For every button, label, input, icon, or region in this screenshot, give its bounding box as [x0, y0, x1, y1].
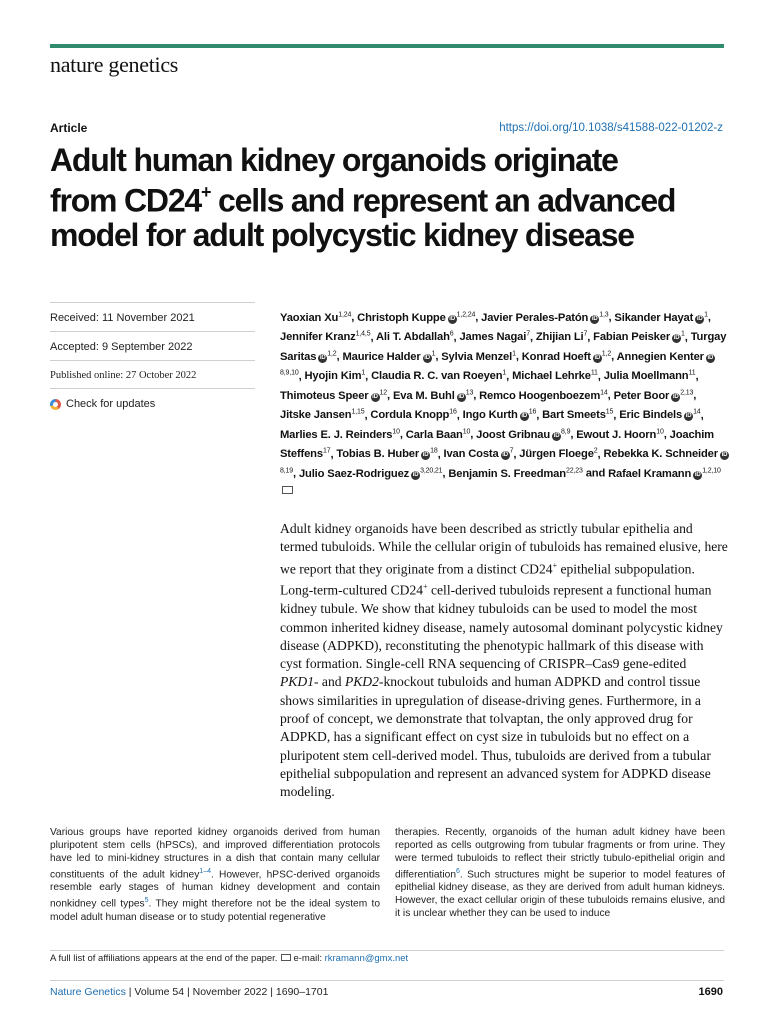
abstract-text-3: cell-derived tubuloids represent a functional human kidney tubule. We show that kidney tubuloids can be used to model the most common inherited kidney disease, namely autosomal dominant polycystic kidney disease (ADPKD), reconstituting the phenotypic hallmark of this disease with cyst formation. Single-cell RNA sequencing of CRISPR–Cas9 gene-edited: [280, 582, 723, 672]
author-name: [280, 312, 351, 324]
author-name: [371, 370, 506, 382]
check-for-updates-button[interactable]: [50, 389, 255, 417]
author-name-text: Jennifer Kranz: [280, 331, 356, 344]
author-name: [280, 429, 400, 441]
footnote-divider: [50, 950, 724, 951]
check-for-updates-icon: [50, 399, 61, 410]
author-name-text: Tobias B. Huber: [336, 448, 420, 461]
orcid-icon[interactable]: iD: [673, 335, 680, 342]
abstract-sup-1: +: [552, 560, 558, 570]
article-type-label: Article: [50, 121, 88, 135]
body-column-right: [395, 826, 725, 920]
author-name-text: Javier Perales-Patón: [481, 311, 589, 324]
title-line-2a: from CD24: [50, 182, 202, 219]
author-name-text: Peter Boor: [613, 389, 670, 402]
affiliation-superscript: 1,15: [351, 408, 365, 416]
affiliation-superscript: 1: [431, 350, 436, 358]
body-right-text-1: therapies. Recently, organoids of the human adult kidney have been reported as cells outgrowing from tubular fragments or from urine. They were termed tubuloids to reflect their strictly tubulo-epithelial origin and differentiation: [395, 827, 725, 881]
gene-pkd2: PKD2: [344, 674, 379, 690]
affiliation-superscript: 1: [361, 369, 366, 377]
author-name: [444, 448, 514, 460]
author-name-text: Konrad Hoeft: [521, 350, 591, 363]
author-name-text: Eric Bindels: [619, 409, 683, 422]
affiliation-superscript: 6: [449, 330, 454, 338]
affiliation-superscript: 1,2,24: [456, 311, 476, 318]
published-date: Published online: 27 October 2022: [50, 361, 255, 389]
author-name: [619, 409, 700, 421]
top-accent-rule: [50, 44, 724, 48]
author-name-text: Bart Smeets: [542, 409, 606, 422]
author-name: [280, 390, 387, 402]
author-name: [463, 409, 537, 421]
footer-volume-info: | Volume 54 | November 2022 | 1690–1701: [125, 986, 329, 998]
abstract-text-2: epithelial subpopulation. Long-term-cultured CD24: [280, 561, 695, 598]
author-name: [370, 409, 456, 421]
title-line-1: Adult human kidney organoids originate: [50, 142, 618, 178]
author-name: [614, 312, 708, 324]
affiliation-superscript: 1: [502, 369, 507, 377]
author-name: [536, 331, 587, 343]
author-name-text: Jürgen Floege: [519, 448, 594, 461]
author-name: [522, 351, 611, 363]
orcid-icon[interactable]: iD: [424, 354, 430, 361]
body-left-text-2: . However, hPSC-derived organoids resemble early stages of human kidney development and contain nonkidney cell types: [50, 869, 380, 910]
article-title: [50, 143, 730, 252]
body-left-text-1: Various groups have reported kidney organoids derived from human pluripotent stem cells (hPSCs), and improved differentiation protocols have led to mini-kidney structures in a dish that contain many cellular constituents of the adult kidney: [50, 827, 380, 881]
abstract-text-1: Adult kidney organoids have been described as strictly tubular epithelia and termed tubuloids. While the cellular origin of tubuloids has remained elusive, here we report that they originate from a distinct CD24: [280, 521, 728, 577]
orcid-icon[interactable]: iD: [422, 452, 429, 459]
gene-pkd1: PKD1: [280, 674, 314, 690]
author-name-text: Joost Gribnau: [476, 428, 551, 441]
author-name-text: Ivan Costa: [443, 448, 499, 461]
author-name: [299, 468, 442, 480]
author-name: [476, 429, 570, 441]
envelope-icon[interactable]: [282, 486, 293, 494]
author-name-text: Hyojin Kim: [304, 370, 362, 383]
orcid-icon[interactable]: iD: [694, 471, 701, 478]
affiliation-superscript: 1,24: [338, 311, 352, 318]
affiliation-superscript: 11: [688, 369, 696, 377]
author-name: [304, 370, 365, 382]
orcid-icon[interactable]: iD: [372, 393, 378, 400]
abstract: [280, 520, 728, 802]
affiliation-superscript: 11: [590, 369, 598, 377]
article-dates-sidebar: [50, 302, 255, 417]
author-name: [406, 429, 470, 441]
author-name-text: Rebekka K. Schneider: [603, 448, 718, 461]
author-name-text: Claudia R. C. van Roeyen: [371, 370, 503, 383]
affiliation-superscript: 1: [681, 330, 685, 338]
author-name-text: Julio Saez-Rodriguez: [298, 467, 410, 480]
orcid-icon[interactable]: iD: [591, 315, 598, 322]
author-name-text: Christoph Kuppe: [357, 311, 446, 324]
orcid-icon[interactable]: iD: [721, 452, 728, 459]
author-name: [459, 331, 530, 343]
orcid-icon[interactable]: iD: [412, 471, 419, 478]
author-name: [604, 370, 696, 382]
author-name-text: Carla Baan: [405, 428, 463, 441]
author-name: [448, 468, 582, 480]
author-name-text: Maurice Halder: [342, 350, 421, 363]
footnote-text: A full list of affiliations appears at the end of the paper.: [50, 953, 278, 964]
author-name: [393, 390, 473, 402]
author-name-text: Marlies E. J. Reinders: [280, 428, 393, 441]
affiliation-superscript: 1,2,10: [702, 467, 721, 475]
author-name: [376, 331, 454, 343]
affiliation-superscript: 16: [528, 408, 537, 416]
affiliations-footnote: [50, 953, 408, 964]
email-label: e-mail:: [293, 953, 325, 964]
author-name: [593, 331, 685, 343]
affiliation-superscript: 16: [449, 408, 457, 416]
orcid-icon[interactable]: iD: [707, 354, 714, 361]
orcid-icon[interactable]: iD: [696, 315, 703, 322]
author-name-text: Michael Lehrke: [512, 370, 591, 383]
affiliation-superscript: 1,2: [601, 350, 612, 358]
author-name-text: Benjamin S. Freedman: [448, 467, 566, 480]
orcid-icon[interactable]: iD: [672, 393, 679, 400]
author-name-text: Annegien Kenter: [616, 350, 704, 363]
author-name-text: Julia Moellmann: [603, 370, 689, 383]
affiliation-superscript: 3,20,21: [420, 467, 443, 475]
journal-name: nature genetics: [50, 52, 179, 77]
affiliation-superscript: 7: [526, 330, 530, 338]
author-name: [542, 409, 613, 421]
affiliation-superscript: 13: [465, 389, 474, 397]
author-name-text: James Nagai: [459, 331, 527, 344]
orcid-icon[interactable]: iD: [502, 452, 508, 459]
affiliation-superscript: 17: [322, 447, 331, 455]
author-name-text: Remco Hoogenboezem: [479, 389, 601, 402]
title-superscript: +: [201, 182, 211, 202]
affiliation-superscript: 10: [462, 428, 471, 436]
received-date: Received: 11 November 2021: [50, 302, 255, 332]
author-name-text: Turgay Saritas: [280, 331, 727, 363]
body-left-text-3: . They might therefore not be the ideal system to model adult human disease or to study potential regenerative: [50, 898, 380, 923]
affiliation-superscript: 7: [509, 447, 514, 455]
affiliation-superscript: 2: [593, 447, 598, 455]
footer-journal-link[interactable]: Nature Genetics: [50, 986, 126, 998]
affiliation-superscript: 2,13: [680, 389, 694, 397]
affiliation-superscript: 1: [512, 350, 516, 358]
author-name-text: Thimoteus Speer: [280, 389, 369, 402]
affiliation-superscript: 1,2: [327, 350, 337, 358]
author-name: [512, 370, 598, 382]
author-name-text: Eva M. Buhl: [392, 389, 455, 402]
author-name-text: Sikander Hayat: [614, 311, 694, 324]
author-name-text: Jitske Jansen: [280, 409, 352, 422]
affiliation-superscript: 18: [430, 447, 438, 455]
abstract-text-4: - and: [313, 674, 345, 690]
author-name: [342, 351, 435, 363]
orcid-icon[interactable]: iD: [685, 413, 692, 420]
author-name: [357, 312, 475, 324]
orcid-icon[interactable]: iD: [521, 413, 528, 420]
author-name-text: Fabian Peisker: [593, 331, 671, 344]
affiliation-superscript: 12: [379, 389, 388, 397]
envelope-icon: [281, 954, 291, 961]
author-name: [441, 351, 516, 363]
doi-link[interactable]: https://doi.org/10.1038/s41588-022-01202-z: [499, 122, 723, 134]
citation-1-4[interactable]: 1–4: [199, 868, 211, 875]
citation-5[interactable]: 5: [144, 897, 149, 905]
corresponding-email-link[interactable]: rkramann@gmx.net: [324, 953, 409, 964]
page-number: 1690: [698, 986, 723, 998]
title-line-2b: cells and represent an advanced: [210, 182, 676, 219]
orcid-icon[interactable]: iD: [449, 315, 455, 322]
abstract-sup-2: +: [423, 582, 428, 592]
author-name-text: Cordula Knopp: [370, 409, 450, 422]
body-column-left: [50, 826, 380, 924]
affiliation-superscript: 14: [693, 408, 701, 416]
author-name: [280, 409, 364, 421]
citation-6[interactable]: 6: [455, 868, 460, 875]
affiliation-superscript: 8,9,10: [280, 369, 299, 377]
orcid-icon[interactable]: iD: [319, 354, 326, 361]
author-name: [280, 331, 370, 343]
affiliation-superscript: 10: [656, 428, 664, 436]
accepted-date: Accepted: 9 September 2022: [50, 332, 255, 361]
orcid-icon[interactable]: iD: [458, 393, 465, 400]
author-name-text: Rafael Kramann: [608, 467, 692, 480]
affiliation-superscript: 8,9: [561, 428, 571, 436]
author-name-text: Yaoxian Xu: [280, 311, 339, 324]
affiliation-superscript: 7: [583, 330, 588, 338]
orcid-icon[interactable]: iD: [553, 432, 560, 439]
author-name: [519, 448, 597, 460]
author-name: [576, 429, 663, 441]
body-right-text-2: . Such structures might be superior to model features of epithelial kidney disease, as they are derived from adult human kidneys. However, the exact cellular origin of these tubuloids remains elusive, and it is unclear whether they can be used to induce: [395, 869, 725, 920]
check-for-updates-label: Check for updates: [66, 398, 156, 410]
affiliation-superscript: 1,4,5: [355, 330, 371, 338]
affiliation-superscript: 1: [704, 311, 708, 318]
author-name: [336, 448, 437, 460]
abstract-text-5: -knockout tubuloids and human ADPKD and control tissue shows similarities in upregulation of disease-driving genes. Furthermore, in a proof of concept, we demonstrate that tolvaptan, the only approved drug for ADPKD, has a significant effect on cyst size in tubuloids but no effect on a pluripotent stem cell-derived model. Thus, tubuloids are derived from a tubular epithelial subpopulation and represent an advanced system for ADPKD disease modeling.: [280, 674, 711, 800]
orcid-icon[interactable]: iD: [594, 354, 601, 361]
author-name: [481, 312, 608, 324]
footer-citation: [50, 986, 328, 998]
footer-divider: [50, 980, 724, 981]
affiliation-superscript: 14: [600, 389, 608, 397]
author-name: [614, 390, 694, 402]
affiliation-superscript: 8,19: [280, 467, 294, 475]
author-name-text: Ali T. Abdallah: [375, 331, 450, 344]
title-line-3: model for adult polycystic kidney disease: [50, 216, 634, 253]
author-name-text: Joachim Steffens: [280, 428, 714, 461]
affiliation-superscript: 22,23: [565, 467, 583, 475]
author-name-text: Ewout J. Hoorn: [576, 428, 657, 441]
affiliation-superscript: 15: [605, 408, 614, 416]
author-name: [479, 390, 608, 402]
affiliation-superscript: 1,3: [599, 311, 609, 318]
author-list: Yaoxian Xu$^{1,24}$, Christoph Kuppe iD$^{1,2,24}$, Javier Perales-Patón iD$^{1,3}$, Sikander Hayat $iD^1$, Jennifer Kranz$^{1,4,5}$, Ali T. Abdallah$^6$, James Nagai$^7$, Zhijian Li$^7$, Fabian Peisker $iD^1$, Turgay Saritas iD$^{1,2}$, Maurice Halder $iD^1$, Sylvia Menzel$^1$, Konrad Hoeft iD$^{1,2}$, Annegien Kenter iD$^{8,9,10}$, Hyojin Kim$^1$, Claudia R. C. van Roeyen$^1$, Michael Lehrke$^{11}$, Julia Moellmann$^{11}$, Thimoteus Speer $iD^{12}$, Eva M. Buhl $iD^{13}$, Remco Hoogenboezem$^{14}$, Peter Boor iD$^{2,13}$, Jitske Jansen$^{1,15}$, Cordula Knopp$^{16}$, Ingo Kurth $iD^{16}$, Bart Smeets$^{15}$, Eric Bindels $iD^{14}$, Marlies E. J. Reinders$^{10}$, Carla Baan$^{10}$, Joost Gribnau iD$^{8,9}$, Ewout J. Hoorn$^{10}$, Joachim Steffens$^{17}$, Tobias B. Huber $iD^{18}$, Ivan Costa $iD^7$, Jürgen Floege$^2$, Rebekka K. Schneider iD$^{8,19}$, Julio Saez-Rodriguez iD$^{3,20,21}$, Benjamin S. Freedman$^{22,23}$ and Rafael Kramann iD$^{1,2,10}$: [280, 307, 730, 500]
author-name-text: Sylvia Menzel: [441, 350, 513, 363]
affiliation-superscript: 10: [392, 428, 400, 436]
author-name-text: Zhijian Li: [535, 331, 584, 344]
author-name-text: Ingo Kurth: [462, 409, 518, 422]
